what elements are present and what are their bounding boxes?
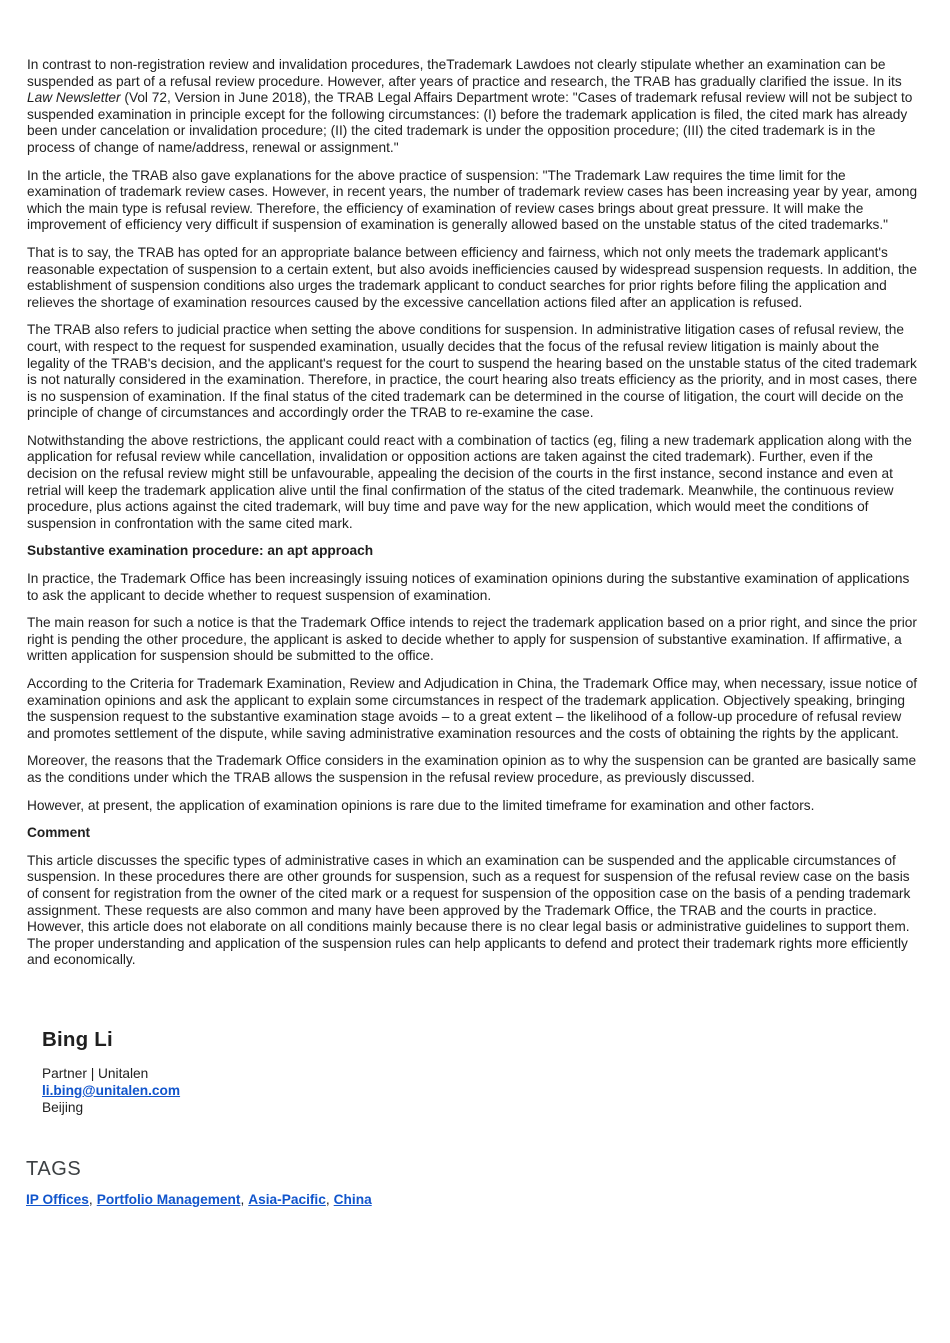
tags-list (26, 1191, 923, 1208)
article-paragraph: The main reason for such a notice is that the Trademark Office intends to reject the trademark application based on a prior right, and since the prior right is pending the other procedure, the applicant is asked to decide whether to apply for suspension of substantive examination. If affirmative, a written application for suspension should be submitted to the office. (27, 615, 917, 664)
tag-link-china[interactable]: China (333, 1191, 372, 1207)
article-paragraph (27, 57, 923, 157)
author-name: Bing Li (42, 1027, 113, 1051)
publication-title: Law Newsletter (27, 90, 121, 106)
article-paragraph: This article discusses the specific types of administrative cases in which an examination can be suspended and the applicable circumstances of suspension. In these procedures there are other grounds for suspension, such as a request for suspension of the refusal review case on the basis of consent for registration from the owner of the cited mark or a request for suspension of the opposition case on the basis of a pending trademark assignment. These requests are also common and many have been approved by the Trademark Office, the TRAB and the courts in practice. However, this article does not elaborate on all conditions mainly because there is no clear legal basis or administrative guidelines to support them. The proper understanding and application of the suspension rules can help applicants to defend and protect their trademark rights more efficiently and economically. (27, 852, 911, 968)
tag-link-asia-pacific[interactable]: Asia-Pacific (248, 1191, 326, 1207)
article-paragraph: Notwithstanding the above restrictions, the applicant could react with a combination of tactics (eg, filing a new trademark application along with the application for refusal review while cancellation, invalidation or opposition actions are taken against the cited trademark). Further, even if the decision on the refusal review might still be unfavourable, appealing the decision of the courts in the first instance, second instance and even at retrial will keep the trademark application alive until the final confirmation of the status of the cited trademark. Meanwhile, the continuous review procedure, plus actions against the cited trademark, will buy time and pave way for the new application, which would meet the conditions of suspension in confrontation with the same cited mark. (27, 432, 912, 531)
tag-separator: , (88, 1191, 93, 1207)
author-email (42, 1082, 923, 1099)
paragraph-text: (Vol 72, Version in June 2018), the TRAB Legal Affairs Department wrote: "Cases of trademark refusal review will not be subject to suspended examination in principle except for the following circumstances: (I) before the trademark application is filed, the cited mark has already been under cancelation or invalidation procedure; (II) the cited trademark is under the opposition procedure; (III) the cited trademark is in the process of change of name/address, renewal or assignment." (27, 90, 913, 155)
article-paragraph: Moreover, the reasons that the Trademark Office considers in the examination opinion as to why the suspension can be granted are basically same as the conditions under which the TRAB allows the suspension in the refusal review procedure, as previously discussed. (27, 753, 917, 785)
article-paragraph: However, at present, the application of examination opinions is rare due to the limited timeframe for examination and other factors. (27, 797, 815, 813)
author-block (0, 980, 950, 1116)
tag-separator: , (325, 1191, 330, 1207)
article-paragraph: According to the Criteria for Trademark Examination, Review and Adjudication in China, the Trademark Office may, when necessary, issue notice of examination opinions and ask the applicant to explain some circumstances in respect of the trademark application. Objectively speaking, bringing the suspension request to the substantive examination stage avoids – to a great extent – the likelihood of a follow-up procedure of refusal review and promotes settlement of the dispute, while saving administrative examination resources and the costs of obtaining the rights by the applicant. (27, 676, 918, 741)
article-paragraph: In the article, the TRAB also gave explanations for the above practice of suspension: "The Trademark Law requires the time limit for the examination of trademark review cases. However, in recent years, the number of trademark review cases has been increasing year by year, among which the main type is refusal review. Therefore, the efficiency of examination of review cases brings about great pressure. It will make the improvement of efficiency very difficult if suspension of examination is generally allowed based on the unstable status of the cited trademarks." (27, 167, 918, 233)
tag-link-portfolio-management[interactable]: Portfolio Management (96, 1191, 241, 1207)
article-paragraph: In practice, the Trademark Office has been increasingly issuing notices of examination opinions during the substantive examination of applications to ask the applicant to decide whether to request suspension of examination. (27, 571, 910, 603)
article-paragraph: The TRAB also refers to judicial practice when setting the above conditions for suspension. In administrative litigation cases of refusal review, the court, with respect to the request for suspended examination, usually decides that the focus of the refusal review litigation is mainly about the legality of the TRAB's decision, and the applicant's request for the court to suspend the hearing based on the unstable status of the cited trademark is not naturally considered in the examination. Therefore, in practice, the court hearing also treats efficiency as the priority, and in most cases, there is no suspension of examination. If the final status of the cited trademark can be determined in the course of litigation, the court will decide on the principle of change of circumstances and accordingly order the TRAB to re-examine the case. (27, 322, 918, 421)
paragraph-text: In contrast to non-registration review and invalidation procedures, theTrademark Lawdoes not clearly stipulate whether an examination can be suspended as part of a refusal review procedure. However, after years of practice and research, the TRAB has gradually clarified the issue. In its (27, 57, 902, 89)
author-role: Partner | Unitalen (42, 1065, 149, 1081)
author-email-link[interactable]: li.bing@unitalen.com (42, 1082, 181, 1098)
section-heading-substantive: Substantive examination procedure: an apt approach (27, 543, 374, 559)
tag-separator: , (240, 1191, 245, 1207)
section-heading-comment: Comment (27, 825, 91, 841)
tags-section (0, 1116, 950, 1208)
tag-link-ip-offices[interactable]: IP Offices (26, 1191, 89, 1207)
tags-heading: TAGS (26, 1157, 82, 1180)
article-paragraph: That is to say, the TRAB has opted for an appropriate balance between efficiency and fairness, which not only meets the trademark applicant's reasonable expectation of suspension to a certain extent, but also avoids inefficiencies caused by widespread suspension requests. In addition, the establishment of suspension conditions also urges the trademark applicant to conduct searches for prior rights before filing the application and relieves the shortage of examination resources caused by the excessive cancellation actions filed after an application is refused. (27, 244, 918, 310)
author-location: Beijing (42, 1099, 84, 1115)
